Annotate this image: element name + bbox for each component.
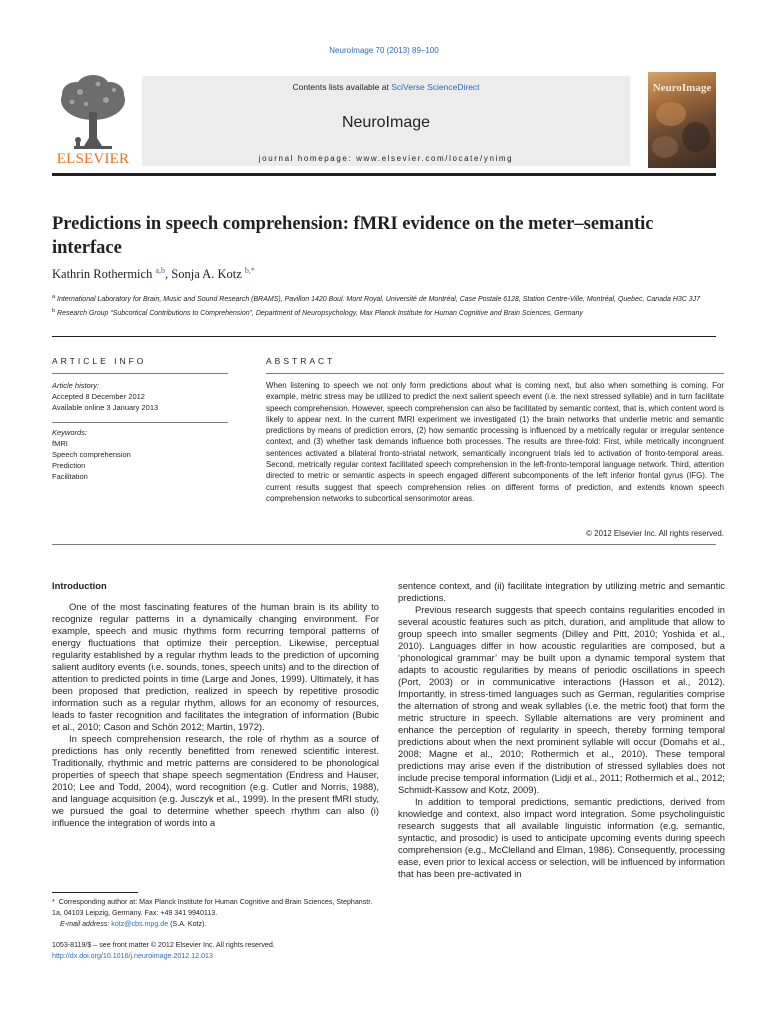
article-info-panel	[52, 380, 228, 482]
affiliation-mark: a	[52, 294, 56, 300]
abstract-text: When listening to speech we not only form predictions about what is coming next, but also when something is coming. For example, metric stress may be utilized to predict the next salient speech event (i.e. the next stressed syllable) and in turn facilitate speech comprehension. However, speech comprehension can also be facilitated by semantic context, that is, which content word is likely to appear next. In the current fMRI experiment we investigated (1) the brain networks that underlie metric and semantic predictions by means of prediction errors, (2) how semantic processing is influenced by a metrically regular or irregular sentence context, and (3) whether task demands influence both processes. The results are three-fold: First, while metrically incongruent sentences activated a bilateral fronto-striatal network, semantically incongruent trials led to activation of fronto-temporal areas. Second, metrically regular context facilitated speech comprehension in the left-fronto-temporal language network. Third, attention directed to metric or semantic aspects in speech engaged different subcomponents of the left inferior frontal gyrus (IFG). The current results suggest that speech comprehension relies on different forms of prediction, and extends known speech comprehension networks to subcortical sensorimotor areas.	[266, 381, 724, 503]
contents-available-line	[142, 82, 630, 92]
affiliation-text: International Laboratory for Brain, Music and Sound Research (BRAMS), Pavillon 1420 Boul. Mont Royal, Université de Montréal, Case Postale 6128, Station Centre-Ville, Montréal, Quebec, Canada H3C 3J7	[57, 296, 701, 303]
affiliations	[52, 292, 716, 319]
footnote-mark: *	[52, 898, 55, 906]
affiliation-mark: b	[52, 307, 56, 314]
journal-reference-link[interactable]: NeuroImage 70 (2013) 89–100	[329, 46, 439, 55]
author-name: Kathrin Rothermich	[52, 267, 153, 281]
author-list	[52, 266, 255, 282]
keyword-item: Prediction	[52, 461, 86, 470]
article-info-heading: ARTICLE INFO	[52, 356, 147, 366]
abstract-bottom-rule	[52, 544, 716, 545]
keyword-item: fMRI	[52, 439, 68, 448]
online-date: Available online 3 January 2013	[52, 403, 159, 412]
body-paragraph: Previous research suggests that speech contains regularities encoded in several acoustic features such as pitch, duration, and amplitude that allow to group speech into smaller segments (Dilley and Pitt, 2010; Yoshida et al., 2010). Languages differ in how acoustic regularities are composed, but a ‘phonological grammar’ may be built upon a dynamic temporal system that adapts to acoustic regularities by means of periodic oscillations in speech (Port, 2003) or in communicative interactions (Hasson et al., 2012). Importantly, in stress-timed languages such as German, regularities comprise the alternation of strong and weak syllables (i.e. the metric foot) that form the metric structure in speech. Syllable alternations are very prominent and enhance the perception of regularity in speech, thereby forming temporal predictions about when the next prominent syllable will occur (Domahs et al., 2008; Magne et al., 2010; Rothermich et al., 2010). These temporal predictions may arise even if the distribution of stressed syllables does not include precise temporal information (Lidji et al., 2011; Rothermich et al., 2012; Schmidt-Kassow and Kotz, 2009).	[398, 604, 725, 795]
header-rule	[52, 173, 716, 176]
journal-homepage-line[interactable]: journal homepage: www.elsevier.com/locate/ynimg	[258, 154, 514, 163]
affiliation-item	[52, 292, 716, 306]
article-bottom-metadata	[52, 940, 382, 962]
introduction-heading: Introduction	[52, 580, 107, 591]
cover-texture	[682, 122, 710, 152]
masthead-center-box	[142, 76, 630, 166]
author-affiliation-marks[interactable]: a,b	[155, 266, 166, 275]
author-separator: ,	[165, 267, 172, 281]
affiliation-item	[52, 306, 716, 320]
body-paragraph: In addition to temporal predictions, semantic predictions, derived from knowledge and context, also impact word integration. Some psycholinguistic research suggests that all available linguistic information (e.g. semantic, syntactic, and prosodic) is used to anticipate upcoming events during speech comprehension (e.g., McClelland and Elman, 1986). Consequently, processing ease, even prior to lexical access or selection, will be influenced by information that has been pre-activated in	[398, 796, 725, 879]
footnote-rule	[52, 892, 138, 893]
affiliation-rule	[52, 336, 716, 337]
body-paragraph: sentence context, and (ii) facilitate integration by utilizing metric and semantic predictions.	[398, 580, 725, 603]
elsevier-wordmark: ELSEVIER	[56, 151, 130, 167]
cover-texture	[656, 102, 686, 126]
article-info-rule	[52, 373, 228, 374]
keywords-label: Keywords:	[52, 428, 88, 437]
body-paragraph: In speech comprehension research, the role of rhythm as a source of predictions has only recently benefitted from renewed scientific interest. Traditionally, rhythmic and metric patterns are considered to be phonological properties of speech that shape speech segmentation (Endress and Hauser, 2010; Lee and Todd, 2004), word recognition (e.g. Cutler and Norris, 1988), and language acquisition (e.g. Jusczyk et al., 1999). In the present fMRI study, we pursued the goal to determine whether speech rhythm can also (i) influence the integration of words into a	[52, 733, 379, 828]
footnote-email-line	[52, 919, 382, 930]
cover-texture	[652, 136, 678, 158]
contents-prefix: Contents lists available at	[292, 82, 392, 92]
author-affiliation-marks[interactable]: b,*	[244, 266, 255, 275]
author-name: Sonja A. Kotz	[171, 267, 242, 281]
body-column-right	[398, 580, 725, 880]
journal-masthead	[52, 72, 716, 168]
keyword-item: Facilitation	[52, 472, 88, 481]
journal-title: NeuroImage	[341, 114, 431, 131]
footnote-text-line	[52, 897, 382, 919]
email-suffix: (S.A. Kotz).	[170, 920, 207, 928]
body-paragraph: One of the most fascinating features of the human brain is its ability to recognize regular patterns in a dynamically changing environment. For example, speech and music rhythms form recurring temporal patterns of energy fluctuations that optimize their perception. Likewise, perceptual regularity established by a regular rhythm leads to the prediction of upcoming salient auditory events (i.e. sounds, tones, speech units) and to the direction of attention to predicted points in time (Large and Jones, 1999). Ultimately, it has been proposed that prediction, realized in speech by repetitive prosodic information such as a regular rhythm, allows for an economy of resources, leads to faster recognition and facilitates the integration of information (Bubic et al., 2010; Cason and Schön 2012; Martin, 1972).	[52, 601, 379, 732]
cover-title: NeuroImage	[652, 82, 712, 94]
article-title: Predictions in speech comprehension: fMRI evidence on the meter–semantic interface	[52, 214, 654, 258]
journal-cover-image[interactable]	[648, 72, 716, 168]
email-label: E-mail address:	[60, 920, 110, 928]
issn-line: 1053-8119/$ – see front matter © 2012 Elsevier Inc. All rights reserved.	[52, 941, 275, 949]
history-label: Article history:	[52, 381, 100, 390]
sciencedirect-link[interactable]: SciVerse ScienceDirect	[391, 82, 480, 92]
keyword-item: Speech comprehension	[52, 450, 131, 459]
history-divider	[52, 422, 228, 423]
footnote-text: Corresponding author at: Max Planck Institute for Human Cognitive and Brain Sciences, Stephanstr. 1a, 04103 Leipzig, Germany. Fax: +49 341 9940113.	[52, 898, 373, 917]
doi-link[interactable]: http://dx.doi.org/10.1016/j.neuroimage.2012.12.013	[52, 952, 213, 960]
copyright-line: © 2012 Elsevier Inc. All rights reserved.	[586, 529, 724, 538]
email-link[interactable]: kotz@cbs.mpg.de	[111, 920, 169, 928]
elsevier-tree-icon	[54, 72, 132, 150]
elsevier-logo	[52, 72, 134, 168]
abstract-rule	[266, 373, 724, 374]
abstract-heading: ABSTRACT	[266, 356, 336, 366]
accepted-date: Accepted 8 December 2012	[52, 392, 145, 401]
body-column-left	[52, 580, 379, 829]
affiliation-text: Research Group “Subcortical Contributions to Comprehension”, Department of Neuropsychology, Max Planck Institute for Human Cognitive and Brain Sciences, Germany	[57, 309, 583, 317]
corresponding-author-footnote	[52, 897, 382, 930]
